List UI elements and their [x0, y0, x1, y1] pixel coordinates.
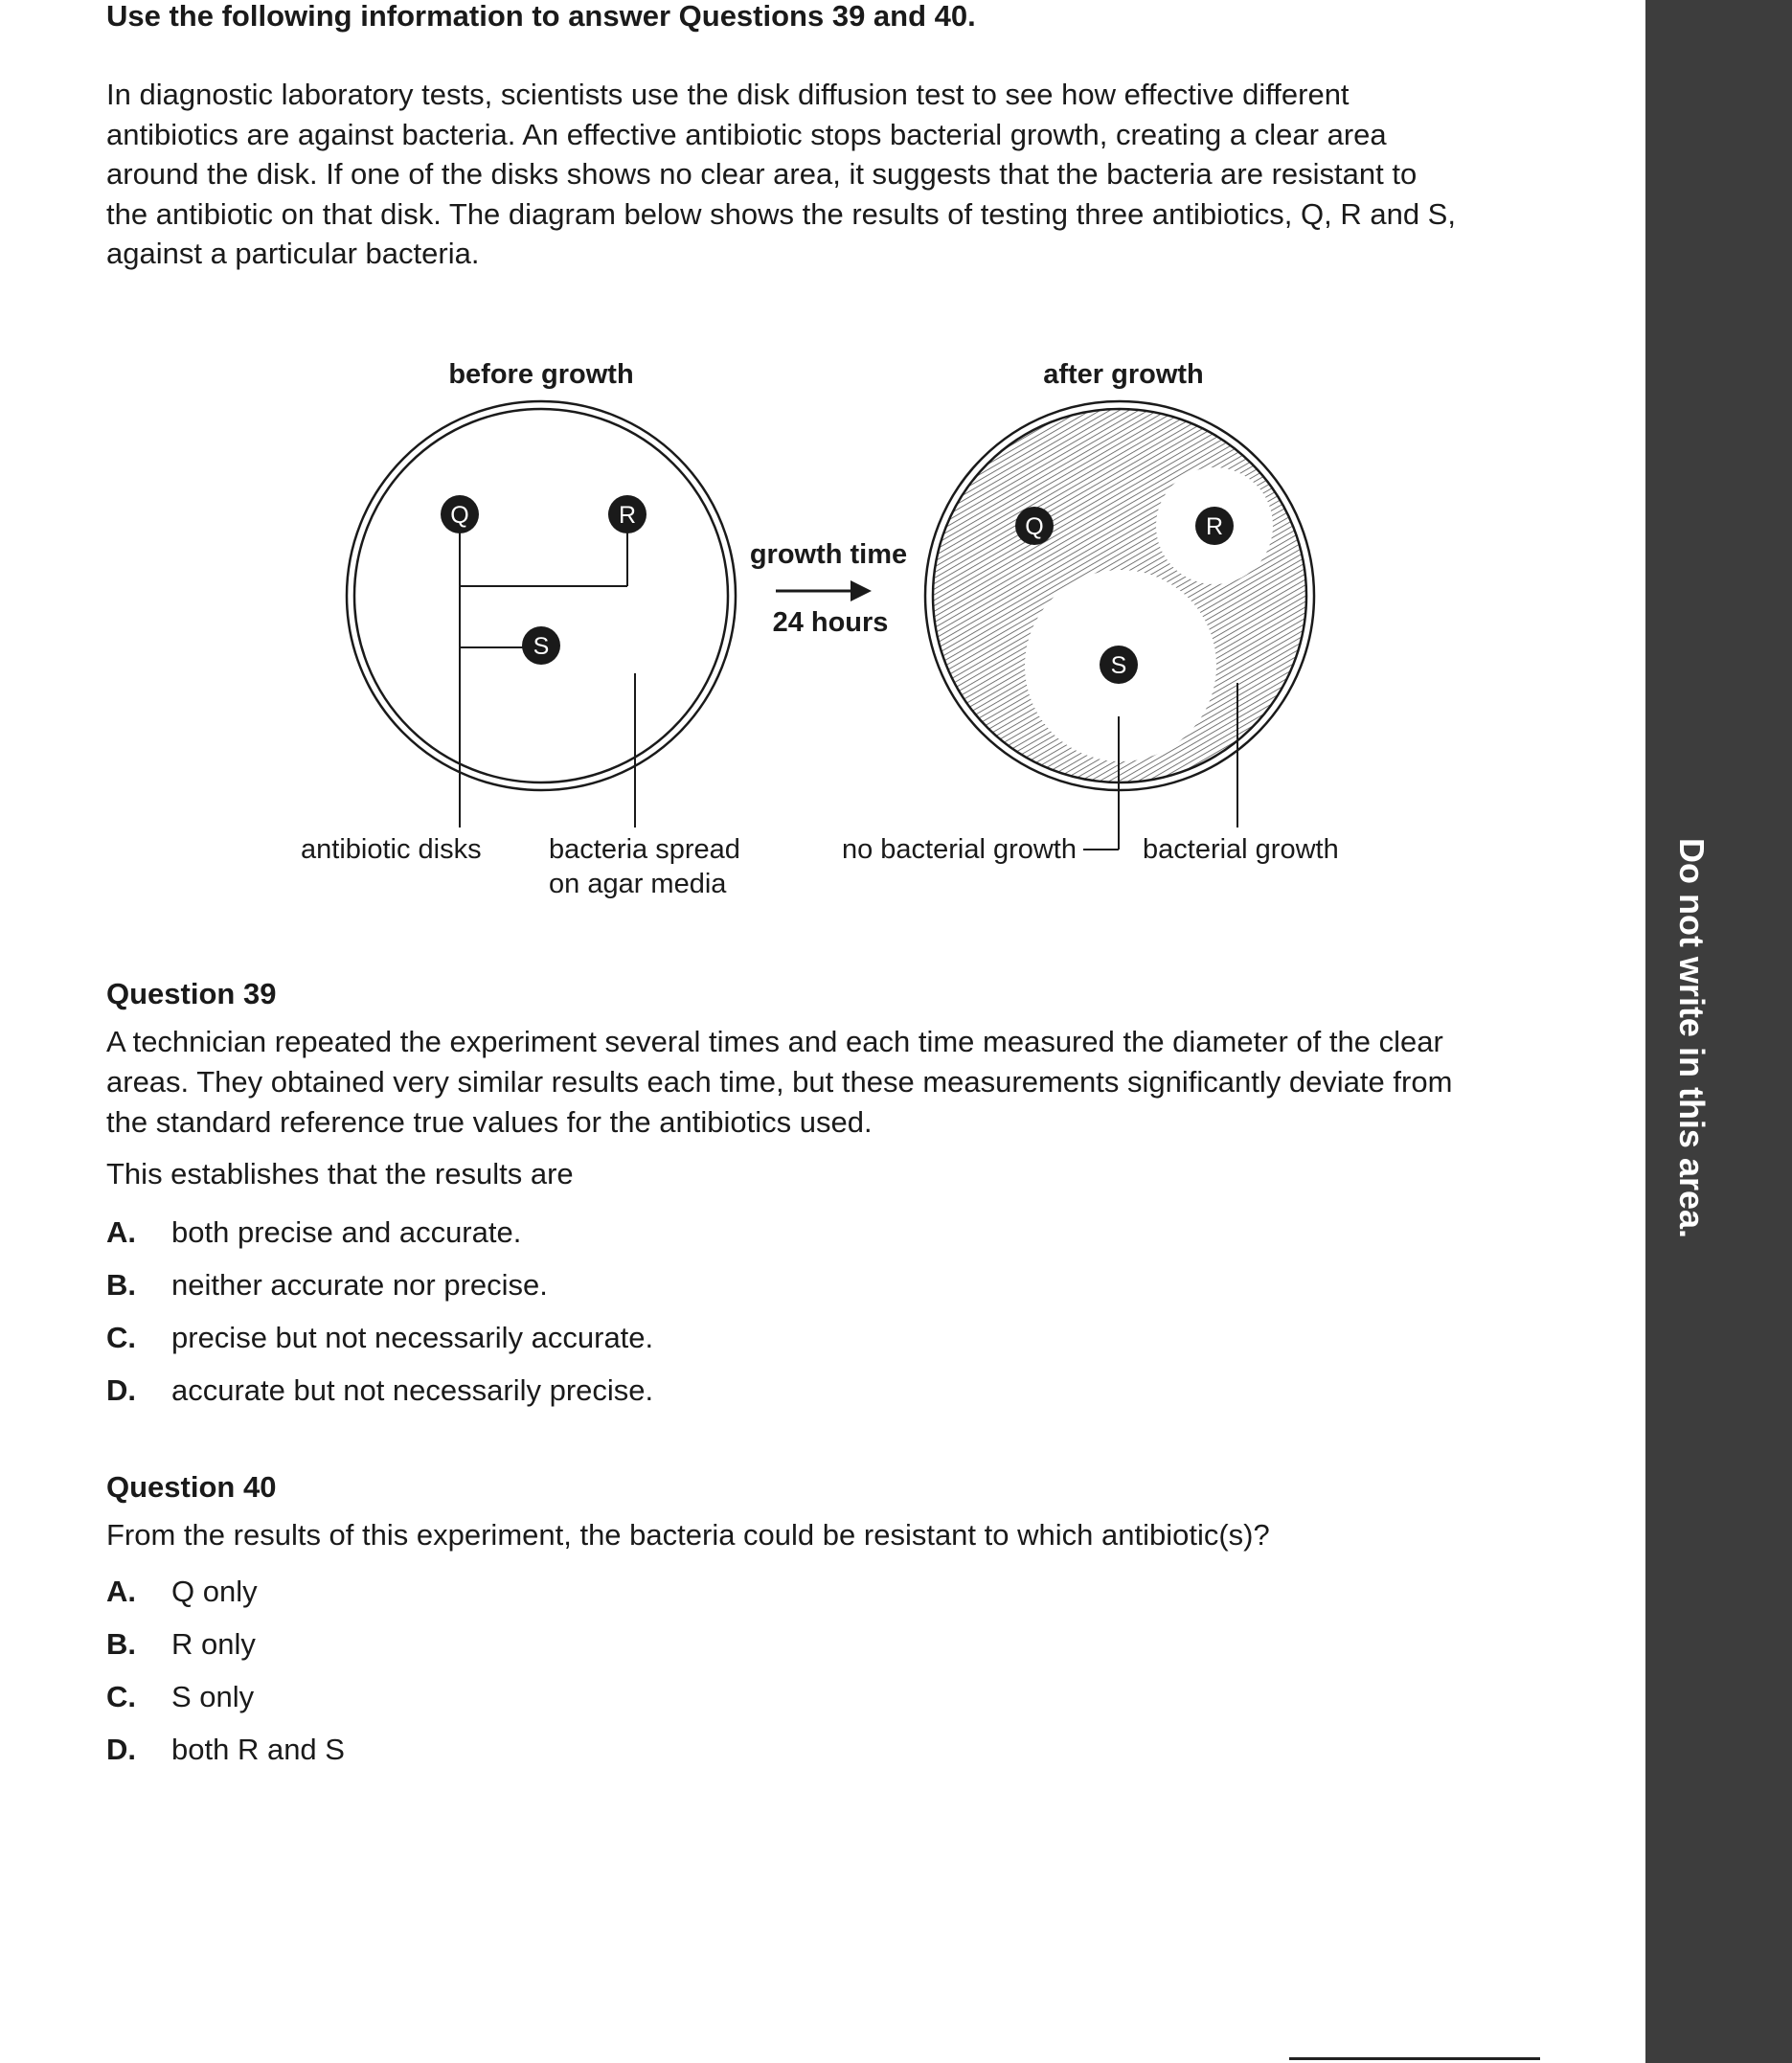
intro-line: In diagnostic laboratory tests, scientists use the disk diffusion test to see how effective different [106, 78, 1350, 111]
disk-r-label: R [1205, 513, 1224, 540]
disk-s-before [522, 626, 560, 665]
option-letter: D. [106, 1373, 136, 1407]
intro-heading: Use the following information to answer Questions 39 and 40. [106, 0, 976, 33]
disk-s-label: S [533, 633, 550, 660]
option-text: R only [171, 1627, 256, 1661]
option-letter: A. [106, 1215, 136, 1249]
option-text: S only [171, 1680, 255, 1713]
question-39-line: the standard reference true values for the antibiotics used. [106, 1105, 873, 1139]
intro-line: against a particular bacteria. [106, 237, 480, 270]
sidebar-notice: Do not write in this area. [1672, 837, 1712, 1239]
option-text: precise but not necessarily accurate. [171, 1321, 654, 1354]
label-bacteria-spread-2: on agar media [549, 869, 727, 899]
option-letter: D. [106, 1733, 136, 1766]
question-39-title: Question 39 [106, 977, 277, 1010]
intro-line: antibiotics are against bacteria. An effective antibiotic stops bacterial growth, creating a clear area [106, 117, 1387, 151]
label-no-bacterial-growth: no bacterial growth [841, 834, 1077, 865]
question-40-title: Question 40 [106, 1470, 277, 1504]
q39-option-b[interactable] [106, 1268, 548, 1303]
disk-r-label: R [618, 502, 637, 529]
option-text: both precise and accurate. [171, 1215, 522, 1249]
question-40-stem: From the results of this experiment, the bacteria could be resistant to which antibiotic(s)? [106, 1518, 1270, 1552]
bottom-divider [1289, 2057, 1540, 2060]
disk-r-before [608, 495, 646, 533]
label-antibiotic-disks: antibiotic disks [301, 834, 482, 865]
q39-option-c[interactable] [106, 1321, 653, 1355]
arrow-label-top: growth time [749, 539, 908, 570]
disk-q-before [441, 495, 479, 533]
option-text: neither accurate nor precise. [171, 1268, 548, 1302]
option-text: accurate but not necessarily precise. [171, 1373, 654, 1407]
option-letter: C. [106, 1680, 136, 1713]
disk-q-label: Q [450, 502, 469, 529]
label-bacterial-growth: bacterial growth [1143, 834, 1339, 865]
growth-arrow [776, 580, 872, 601]
intro-line: around the disk. If one of the disks shows no clear area, it suggests that the bacteria are resistant to [106, 157, 1418, 191]
intro-line: the antibiotic on that disk. The diagram below shows the results of testing three antibiotics, Q, R and S, [106, 196, 1456, 231]
q40-option-c[interactable] [106, 1680, 254, 1714]
disk-s-label: S [1110, 652, 1127, 679]
question-39-stem: This establishes that the results are [106, 1157, 574, 1190]
q39-option-d[interactable] [106, 1373, 653, 1408]
arrow-label-bottom: 24 hours [772, 607, 889, 638]
margin-sidebar [1645, 0, 1792, 2063]
before-petri-dish [347, 401, 736, 790]
option-text: both R and S [171, 1733, 345, 1766]
option-letter: B. [106, 1268, 136, 1302]
before-growth-title: before growth [448, 359, 634, 390]
disk-q-after [1015, 507, 1054, 545]
option-letter: C. [106, 1321, 136, 1354]
disk-r-after [1195, 507, 1234, 545]
disk-diffusion-diagram [0, 0, 1645, 958]
disk-q-label: Q [1025, 513, 1044, 540]
q40-option-b[interactable] [106, 1627, 256, 1662]
option-letter: B. [106, 1627, 136, 1661]
question-39-line: A technician repeated the experiment several times and each time measured the diameter of the clear [106, 1025, 1443, 1058]
option-text: Q only [171, 1575, 258, 1608]
q40-option-d[interactable] [106, 1733, 345, 1767]
after-growth-title: after growth [1043, 359, 1204, 390]
question-39-line: areas. They obtained very similar results each time, but these measurements significantly deviate from [106, 1065, 1453, 1099]
disk-s-after [1100, 646, 1138, 684]
option-letter: A. [106, 1575, 136, 1608]
label-bacteria-spread-1: bacteria spread [549, 834, 740, 865]
q39-option-a[interactable] [106, 1215, 521, 1250]
q40-option-a[interactable] [106, 1575, 258, 1609]
